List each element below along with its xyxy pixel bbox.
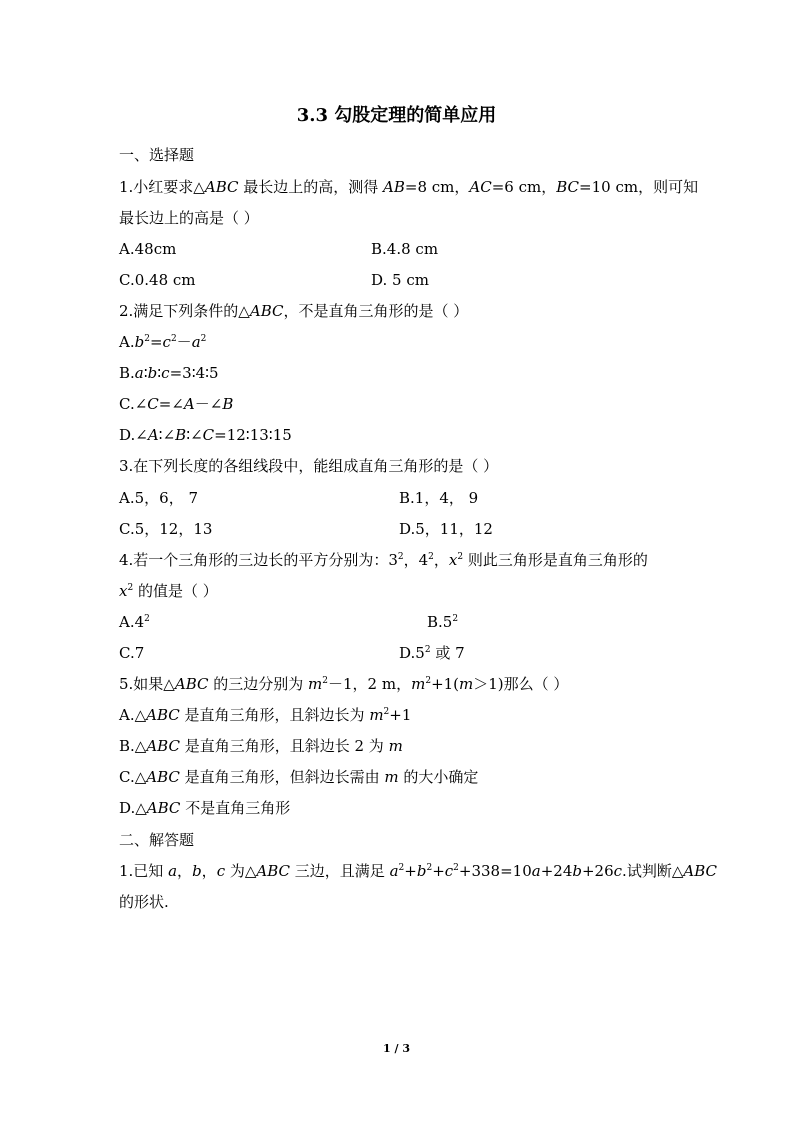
solve-question-1-stem-cont: 的形状.	[119, 893, 169, 911]
q4-option-b: $B.5^2$	[427, 613, 459, 631]
q5-option-b: B.△ABC 是直角三角形，且斜边长 2 为 m	[119, 737, 403, 755]
q2-option-d: D.∠A∶∠B∶∠C=12∶13∶15	[119, 426, 292, 444]
section-heading-solve: 二、解答题	[119, 831, 195, 849]
page-number: 1 / 3	[383, 1042, 410, 1055]
question-5-stem: 5.如果△ABC 的三边分别为 $m^2-1$，2 m，$m^2+1(m>1)$那么（ ）	[119, 675, 569, 693]
q1-option-b: B.4.8 cm	[371, 240, 439, 258]
question-2-stem: 2.满足下列条件的△ABC，不是直角三角形的是（ ）	[119, 302, 469, 320]
question-1-stem-cont: 最长边上的高是（ ）	[119, 209, 259, 227]
solve-question-1-stem: 1.已知 a，b，c 为△ABC 三边，且满足 $a^2+b^2+c^2+338=10a+24b+26c$.试判断△ABC	[119, 862, 717, 880]
q2-option-a: $A.b^2=c^2-a^2$	[119, 333, 207, 351]
q1-option-c: C.0.48 cm	[119, 271, 196, 289]
question-3-stem: 3.在下列长度的各组线段中，能组成直角三角形的是（ ）	[119, 457, 499, 475]
q3-option-c: C.5，12，13	[119, 520, 213, 538]
q5-option-d: D.△ABC 不是直角三角形	[119, 799, 291, 817]
q3-option-d: D.5，11，12	[399, 520, 493, 538]
question-4-stem: 4.若一个三角形的三边长的平方分别为：$3^2$，$4^2$，$x^2$ 则此三角形是直角三角形的	[119, 551, 648, 569]
page-title: 3.3 勾股定理的简单应用	[296, 105, 497, 126]
q3-option-b: B.1，4， 9	[399, 489, 479, 507]
q4-option-d: $D.5^2$ 或 7	[399, 644, 465, 662]
q3-option-a: A.5，6， 7	[119, 489, 198, 507]
q5-option-c: C.△ABC 是直角三角形，但斜边长需由 m 的大小确定	[119, 768, 479, 786]
q5-option-a: A.△ABC 是直角三角形，且斜边长为 $m^2+1$	[119, 706, 412, 724]
question-4-stem-cont: $x^2$ 的值是（ ）	[119, 582, 218, 600]
q1-option-d: D. 5 cm	[371, 271, 429, 289]
q4-option-c: C.7	[119, 644, 145, 662]
section-heading-choice: 一、选择题	[119, 146, 195, 164]
q4-option-a: $A.4^2$	[119, 613, 150, 631]
q1-option-a: A.48cm	[119, 240, 177, 258]
question-1-stem: 1.小红要求△ABC 最长边上的高，测得 AB=8 cm，AC=6 cm，BC=10 cm，则可知	[119, 178, 699, 196]
q2-option-c: C.∠C=∠A－∠B	[119, 395, 234, 413]
q2-option-b: B.a∶b∶c=3∶4∶5	[119, 364, 219, 382]
